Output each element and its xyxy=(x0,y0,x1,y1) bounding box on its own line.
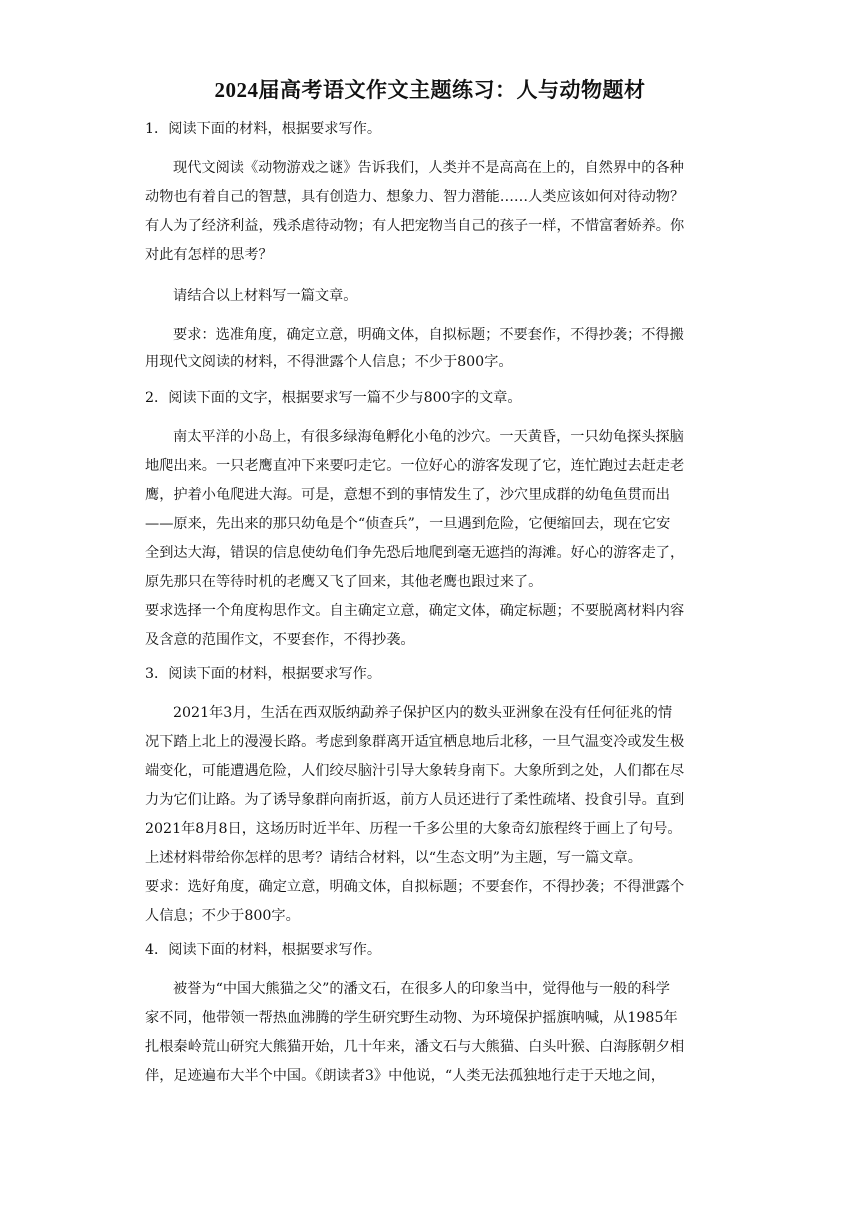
q3-p2: 上述材料带给你怎样的思考？请结合材料，以“生态文明”为主题，写一篇文章。 xyxy=(145,850,642,866)
q4-heading: 4．阅读下面的材料，根据要求写作。 xyxy=(145,942,382,958)
q1-p2: 请结合以上材料写一篇文章。 xyxy=(173,288,358,304)
q3-p1-line: 2021年3月，生活在西双版纳勐养子保护区内的数头亚洲象在没有任何征兆的情 xyxy=(173,705,673,721)
q2-req-line: 要求选择一个角度构思作文。自主确定立意，确定文体，确定标题；不要脱离材料内容 xyxy=(145,603,685,619)
q1-p1-line: 有人为了经济利益，残杀虐待动物；有人把宠物当自己的孩子一样，不惜富奢娇养。你 xyxy=(145,218,685,234)
document-title: 2024届高考语文作文主题练习：人与动物题材 xyxy=(214,78,646,102)
q3-req-line: 要求：选好角度，确定立意，明确文体，自拟标题；不要套作，不得抄袭；不得泄露个 xyxy=(145,879,685,895)
q2-heading: 2．阅读下面的文字，根据要求写一篇不少与800字的文章。 xyxy=(145,390,522,406)
q1-heading: 1．阅读下面的材料，根据要求写作。 xyxy=(145,121,382,137)
q4-p1-line: 家不同，他带领一帮热血沸腾的学生研究野生动物、为环境保护摇旗呐喊，从1985年 xyxy=(145,1010,678,1026)
q2-p1-line: ——原来，先出来的那只幼龟是个“侦查兵”，一旦遇到危险，它便缩回去，现在它安 xyxy=(145,516,671,532)
q3-p1-line: 况下踏上北上的漫漫长路。考虑到象群离开适宜栖息地后北移，一旦气温变冷或发生极 xyxy=(145,734,685,750)
q3-req-line: 人信息；不少于800字。 xyxy=(145,908,300,924)
q4-p1-line: 被誉为“中国大熊猫之父”的潘文石，在很多人的印象当中，觉得他与一般的科学 xyxy=(173,981,670,997)
q2-p1-line: 地爬出来。一只老鹰直冲下来要叼走它。一位好心的游客发现了它，连忙跑过去赶走老 xyxy=(145,458,685,474)
q2-p1-line: 鹰，护着小龟爬进大海。可是，意想不到的事情发生了，沙穴里成群的幼龟鱼贯而出 xyxy=(145,487,670,503)
q2-p1-line: 南太平洋的小岛上，有很多绿海龟孵化小龟的沙穴。一天黄昏，一只幼龟探头探脑 xyxy=(173,429,684,445)
q3-heading: 3．阅读下面的材料，根据要求写作。 xyxy=(145,666,382,682)
q2-req-line: 及含意的范围作文，不要套作，不得抄袭。 xyxy=(145,632,415,648)
q3-p1-line: 2021年8月8日，这场历时近半年、历程一千多公里的大象奇幻旅程终于画上了句号。 xyxy=(145,821,682,837)
q1-p1-line: 对此有怎样的思考？ xyxy=(145,247,273,263)
q4-p1-line: 伴，足迹遍布大半个中国。《朗读者3》中他说，“人类无法孤独地行走于天地之间， xyxy=(145,1068,665,1084)
q1-p3-line: 要求：选准角度，确定立意，明确文体，自拟标题；不要套作，不得抄袭；不得搬 xyxy=(173,327,684,343)
q3-p1-line: 端变化，可能遭遇危险，人们绞尽脑汁引导大象转身南下。大象所到之处，人们都在尽 xyxy=(145,763,685,779)
q2-p1-line: 原先那只在等待时机的老鹰又飞了回来，其他老鹰也跟过来了。 xyxy=(145,574,543,590)
q1-p1-line: 动物也有着自己的智慧，具有创造力、想象力、智力潜能……人类应该如何对待动物？ xyxy=(145,189,685,205)
q2-p1-line: 全到达大海，错误的信息使幼龟们争先恐后地爬到毫无遮挡的海滩。好心的游客走了， xyxy=(145,545,685,561)
q4-p1-line: 扎根秦岭荒山研究大熊猫开始，几十年来，潘文石与大熊猫、白头叶猴、白海豚朝夕相 xyxy=(145,1039,685,1055)
q1-p1-line: 现代文阅读《动物游戏之谜》告诉我们，人类并不是高高在上的，自然界中的各种 xyxy=(173,160,684,176)
q1-p3-line: 用现代文阅读的材料，不得泄露个人信息；不少于800字。 xyxy=(145,354,513,370)
q3-p1-line: 力为它们让路。为了诱导象群向南折返，前方人员还进行了柔性疏堵、投食引导。直到 xyxy=(145,792,685,808)
